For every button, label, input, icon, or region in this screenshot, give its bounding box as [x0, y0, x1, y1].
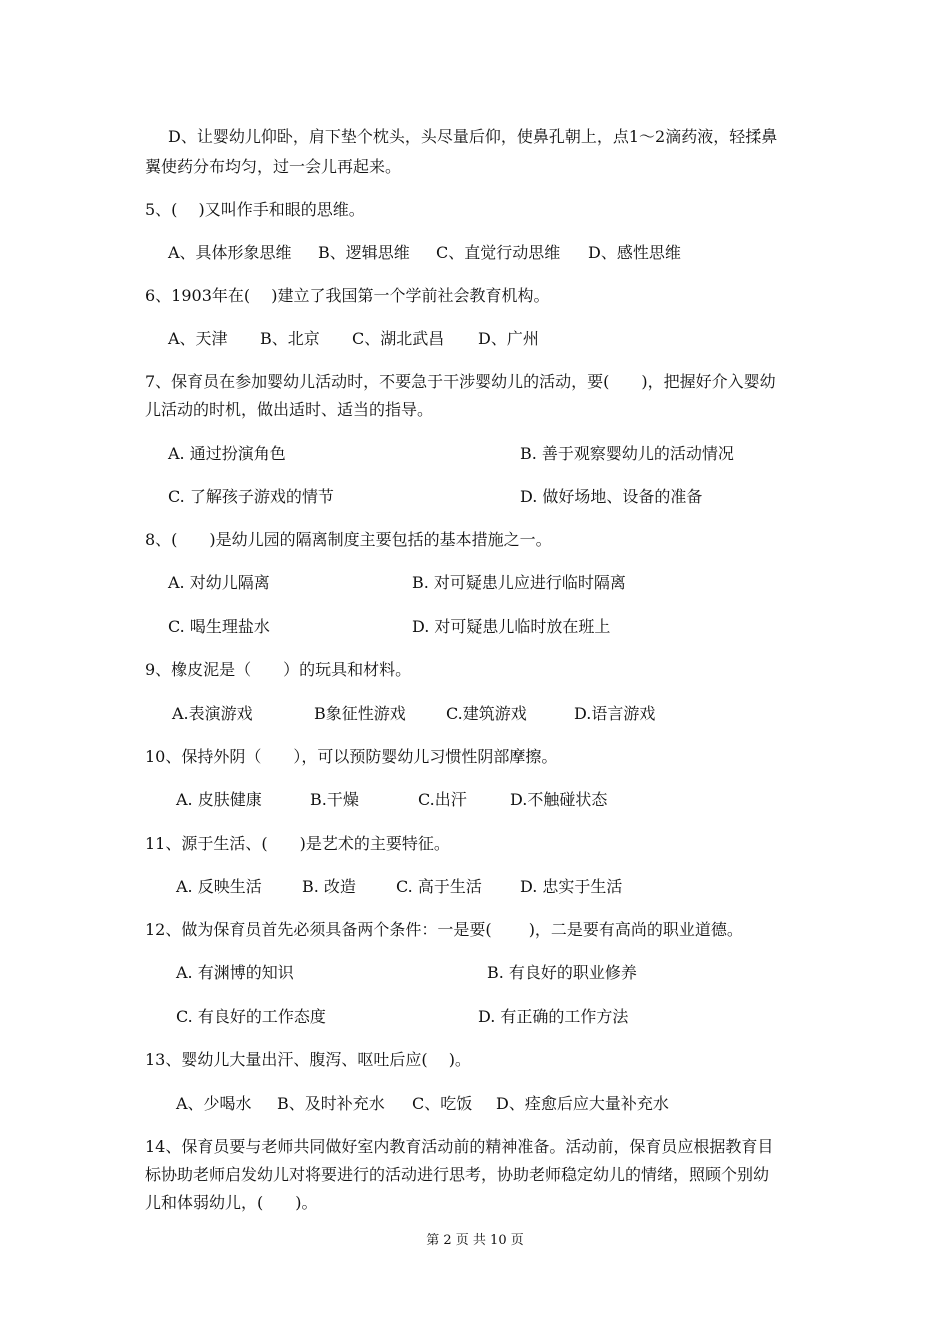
q6-stem: 6、1903年在( )建立了我国第一个学前社会教育机构。	[145, 286, 550, 305]
q5-stem: 5、( )又叫作手和眼的思维。	[145, 200, 365, 219]
q6-option-b: B、北京	[260, 329, 320, 348]
q7-stem-line2: 儿活动的时机，做出适时、适当的指导。	[145, 400, 434, 419]
q11-option-c: C. 高于生活	[396, 877, 482, 896]
q11-option-d: D. 忠实于生活	[520, 877, 623, 896]
q9-stem: 9、橡皮泥是（ ）的玩具和材料。	[145, 660, 412, 679]
q10-option-a: A. 皮肤健康	[176, 790, 262, 809]
q9-option-d: D.语言游戏	[574, 704, 656, 723]
q4-option-d-line1: D、让婴幼儿仰卧，肩下垫个枕头，头尽量后仰，使鼻孔朝上，点1～2滴药液，轻揉鼻	[168, 127, 778, 146]
q9-option-a: A.表演游戏	[172, 704, 253, 723]
q6-option-a: A、天津	[168, 329, 228, 348]
q6-option-d: D、广州	[478, 329, 539, 348]
q8-option-a: A. 对幼儿隔离	[168, 573, 270, 592]
q8-option-b: B. 对可疑患儿应进行临时隔离	[412, 573, 626, 592]
q11-option-b: B. 改造	[302, 877, 356, 896]
q10-option-d: D.不触碰状态	[510, 790, 608, 809]
q8-option-d: D. 对可疑患儿临时放在班上	[412, 617, 611, 636]
q13-stem: 13、婴幼儿大量出汗、腹泻、呕吐后应( )。	[145, 1050, 471, 1069]
q4-option-d-line2: 翼使药分布均匀，过一会儿再起来。	[145, 157, 402, 176]
q10-stem: 10、保持外阴（ ），可以预防婴幼儿习惯性阴部摩擦。	[145, 747, 558, 766]
q9-option-c: C.建筑游戏	[446, 704, 527, 723]
q12-option-a: A. 有渊博的知识	[176, 963, 294, 982]
q5-option-a: A、具体形象思维	[168, 243, 292, 262]
q14-stem-line2: 标协助老师启发幼儿对将要进行的活动进行思考，协助老师稳定幼儿的情绪，照顾个别幼	[145, 1165, 770, 1184]
q12-option-c: C. 有良好的工作态度	[176, 1007, 326, 1026]
page-footer: 第 2 页 共 10 页	[426, 1233, 524, 1248]
q6-option-c: C、湖北武昌	[352, 329, 445, 348]
q13-option-a: A、少喝水	[176, 1094, 252, 1113]
q14-stem-line3: 儿和体弱幼儿，( )。	[145, 1193, 318, 1212]
q7-option-d: D. 做好场地、设备的准备	[520, 487, 703, 506]
q7-stem-line1: 7、保育员在参加婴幼儿活动时，不要急于干涉婴幼儿的活动，要( )，把握好介入婴幼	[145, 372, 776, 391]
q11-stem: 11、源于生活、( )是艺术的主要特征。	[145, 834, 450, 853]
q5-option-c: C、直觉行动思维	[436, 243, 561, 262]
q7-option-c: C. 了解孩子游戏的情节	[168, 487, 334, 506]
q11-option-a: A. 反映生活	[176, 877, 262, 896]
q13-option-b: B、及时补充水	[277, 1094, 385, 1113]
q8-option-c: C. 喝生理盐水	[168, 617, 270, 636]
q7-option-b: B. 善于观察婴幼儿的活动情况	[520, 444, 734, 463]
q14-stem-line1: 14、保育员要与老师共同做好室内教育活动前的精神准备。活动前，保育员应根据教育目	[145, 1137, 774, 1156]
q13-option-d: D、痊愈后应大量补充水	[496, 1094, 669, 1113]
q12-option-d: D. 有正确的工作方法	[478, 1007, 629, 1026]
q7-option-a: A. 通过扮演角色	[168, 444, 286, 463]
q8-stem: 8、( )是幼儿园的隔离制度主要包括的基本措施之一。	[145, 530, 552, 549]
q12-stem: 12、做为保育员首先必须具备两个条件：一是要( )，二是要有高尚的职业道德。	[145, 920, 743, 939]
q10-option-c: C.出汗	[418, 790, 467, 809]
q12-option-b: B. 有良好的职业修养	[487, 963, 637, 982]
q5-option-d: D、感性思维	[588, 243, 681, 262]
q13-option-c: C、吃饭	[412, 1094, 473, 1113]
q9-option-b: B象征性游戏	[314, 704, 406, 723]
q10-option-b: B.干燥	[310, 790, 359, 809]
q5-option-b: B、逻辑思维	[318, 243, 410, 262]
